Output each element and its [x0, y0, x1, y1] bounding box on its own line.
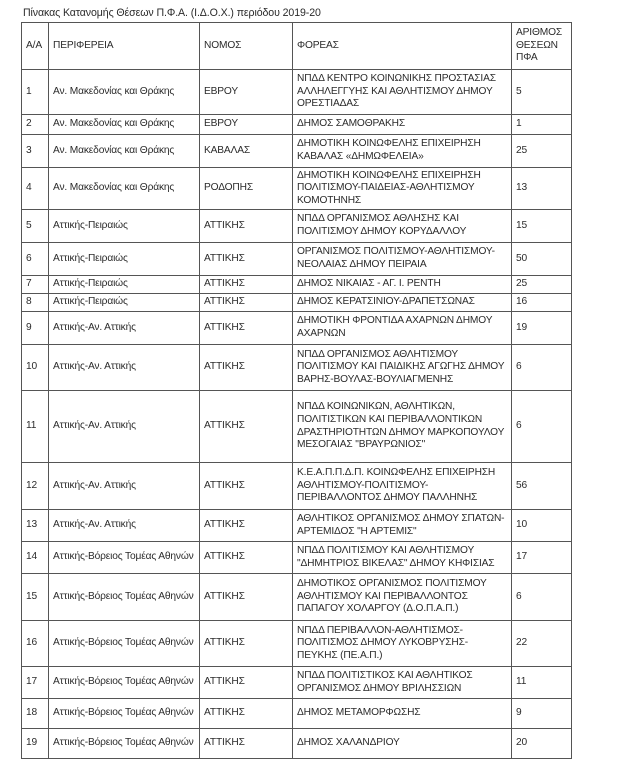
table-row [22, 574, 572, 621]
cell-nomos: ΑΤΤΙΚΗΣ [200, 243, 293, 276]
table-row [22, 699, 572, 729]
cell-theseis: 1 [512, 115, 572, 135]
cell-foreas: ΔΗΜΟΤΙΚΗ ΦΡΟΝΤΙΔΑ ΑΧΑΡΝΩΝ ΔΗΜΟΥ ΑΧΑΡΝΩΝ [293, 312, 512, 345]
cell-nomos: ΑΤΤΙΚΗΣ [200, 345, 293, 391]
table-row [22, 463, 572, 510]
cell-perifereia: Αττικής-Αν. Αττικής [49, 312, 200, 345]
cell-theseis: 16 [512, 294, 572, 312]
cell-aa: 17 [22, 667, 49, 699]
cell-nomos: ΑΤΤΙΚΗΣ [200, 542, 293, 574]
cell-aa: 9 [22, 312, 49, 345]
header-perifereia: ΠΕΡΙΦΕΡΕΙΑ [49, 23, 200, 70]
cell-aa: 19 [22, 729, 49, 759]
cell-foreas: ΔΗΜΟΤΙΚΗ ΚΟΙΝΩΦΕΛΗΣ ΕΠΙΧΕΙΡΗΣΗ ΚΑΒΑΛΑΣ «ΔΗΜΩΦΕΛΕΙΑ» [293, 135, 512, 168]
cell-perifereia: Αττικής-Αν. Αττικής [49, 510, 200, 542]
table-body [22, 70, 572, 759]
header-theseis: ΑΡΙΘΜΟΣ ΘΕΣΕΩΝ ΠΦΑ [512, 23, 572, 70]
cell-aa: 2 [22, 115, 49, 135]
cell-foreas: ΔΗΜΟΣ ΧΑΛΑΝΔΡΙΟΥ [293, 729, 512, 759]
cell-aa: 5 [22, 210, 49, 243]
table-row [22, 70, 572, 115]
cell-theseis: 6 [512, 391, 572, 463]
cell-nomos: ΑΤΤΙΚΗΣ [200, 729, 293, 759]
cell-aa: 11 [22, 391, 49, 463]
cell-theseis: 15 [512, 210, 572, 243]
cell-nomos: ΑΤΤΙΚΗΣ [200, 294, 293, 312]
cell-perifereia: Αν. Μακεδονίας και Θράκης [49, 135, 200, 168]
cell-theseis: 6 [512, 345, 572, 391]
table-row [22, 243, 572, 276]
cell-foreas: ΝΠΔΔ ΚΕΝΤΡΟ ΚΟΙΝΩΝΙΚΗΣ ΠΡΟΣΤΑΣΙΑΣ ΑΛΛΗΛΕΓΓΥΗΣ ΚΑΙ ΑΘΛΗΤΙΣΜΟΥ ΔΗΜΟΥ ΟΡΕΣΤΙΑΔΑΣ [293, 70, 512, 115]
cell-aa: 18 [22, 699, 49, 729]
cell-aa: 7 [22, 276, 49, 294]
cell-theseis: 11 [512, 667, 572, 699]
cell-perifereia: Αν. Μακεδονίας και Θράκης [49, 70, 200, 115]
cell-aa: 10 [22, 345, 49, 391]
table-row [22, 276, 572, 294]
cell-theseis: 25 [512, 135, 572, 168]
cell-perifereia: Αττικής-Αν. Αττικής [49, 463, 200, 510]
cell-perifereia: Αττικής-Αν. Αττικής [49, 391, 200, 463]
cell-foreas: ΔΗΜΟΤΙΚΟΣ ΟΡΓΑΝΙΣΜΟΣ ΠΟΛΙΤΙΣΜΟΥ ΑΘΛΗΤΙΣΜΟΥ ΚΑΙ ΠΕΡΙΒΑΛΛΟΝΤΟΣ ΠΑΠΑΓΟΥ ΧΟΛΑΡΓΟΥ (Δ.Ο.Π.Α.Π.) [293, 574, 512, 621]
table-row [22, 391, 572, 463]
cell-perifereia: Αττικής-Πειραιώς [49, 294, 200, 312]
cell-theseis: 19 [512, 312, 572, 345]
cell-nomos: ΡΟΔΟΠΗΣ [200, 168, 293, 210]
table-row [22, 135, 572, 168]
cell-perifereia: Αττικής-Βόρειος Τομέας Αθηνών [49, 542, 200, 574]
cell-nomos: ΑΤΤΙΚΗΣ [200, 463, 293, 510]
cell-nomos: ΕΒΡΟΥ [200, 115, 293, 135]
cell-foreas: ΝΠΔΔ ΟΡΓΑΝΙΣΜΟΣ ΑΘΛΗΤΙΣΜΟΥ ΠΟΛΙΤΙΣΜΟΥ ΚΑΙ ΠΑΙΔΙΚΗΣ ΑΓΩΓΗΣ ΔΗΜΟΥ ΒΑΡΗΣ-ΒΟΥΛΑΣ-ΒΟΥΛΙΑΓΜΕΝΗΣ [293, 345, 512, 391]
cell-perifereia: Αττικής-Βόρειος Τομέας Αθηνών [49, 667, 200, 699]
cell-nomos: ΑΤΤΙΚΗΣ [200, 621, 293, 667]
header-foreas: ΦΟΡΕΑΣ [293, 23, 512, 70]
cell-foreas: ΝΠΔΔ ΠΟΛΙΤΙΣΤΙΚΟΣ ΚΑΙ ΑΘΛΗΤΙΚΟΣ ΟΡΓΑΝΙΣΜΟΣ ΔΗΜΟΥ ΒΡΙΛΗΣΣΙΩΝ [293, 667, 512, 699]
cell-theseis: 9 [512, 699, 572, 729]
table-row [22, 542, 572, 574]
header-nomos: ΝΟΜΟΣ [200, 23, 293, 70]
cell-nomos: ΕΒΡΟΥ [200, 70, 293, 115]
cell-perifereia: Αττικής-Βόρειος Τομέας Αθηνών [49, 699, 200, 729]
cell-aa: 1 [22, 70, 49, 115]
header-aa: Α/Α [22, 23, 49, 70]
cell-perifereia: Αττικής-Βόρειος Τομέας Αθηνών [49, 729, 200, 759]
cell-aa: 12 [22, 463, 49, 510]
cell-nomos: ΑΤΤΙΚΗΣ [200, 312, 293, 345]
cell-theseis: 50 [512, 243, 572, 276]
cell-nomos: ΚΑΒΑΛΑΣ [200, 135, 293, 168]
cell-aa: 3 [22, 135, 49, 168]
table-row [22, 621, 572, 667]
cell-foreas: ΔΗΜΟΣ ΣΑΜΟΘΡΑΚΗΣ [293, 115, 512, 135]
cell-aa: 14 [22, 542, 49, 574]
table-row [22, 312, 572, 345]
cell-foreas: ΝΠΔΔ ΠΟΛΙΤΙΣΜΟΥ ΚΑΙ ΑΘΛΗΤΙΣΜΟΥ "ΔΗΜΗΤΡΙΟΣ ΒΙΚΕΛΑΣ" ΔΗΜΟΥ ΚΗΦΙΣΙΑΣ [293, 542, 512, 574]
cell-aa: 13 [22, 510, 49, 542]
cell-foreas: ΔΗΜΟΣ ΝΙΚΑΙΑΣ - ΑΓ. Ι. ΡΕΝΤΗ [293, 276, 512, 294]
cell-nomos: ΑΤΤΙΚΗΣ [200, 391, 293, 463]
cell-nomos: ΑΤΤΙΚΗΣ [200, 699, 293, 729]
table-row [22, 729, 572, 759]
cell-aa: 8 [22, 294, 49, 312]
cell-aa: 6 [22, 243, 49, 276]
table-row [22, 210, 572, 243]
cell-foreas: ΔΗΜΟΣ ΜΕΤΑΜΟΡΦΩΣΗΣ [293, 699, 512, 729]
cell-theseis: 56 [512, 463, 572, 510]
cell-theseis: 20 [512, 729, 572, 759]
cell-perifereia: Αττικής-Αν. Αττικής [49, 345, 200, 391]
cell-perifereia: Αν. Μακεδονίας και Θράκης [49, 168, 200, 210]
cell-theseis: 5 [512, 70, 572, 115]
cell-foreas: ΑΘΛΗΤΙΚΟΣ ΟΡΓΑΝΙΣΜΟΣ ΔΗΜΟΥ ΣΠΑΤΩΝ-ΑΡΤΕΜΙΔΟΣ "Η ΑΡΤΕΜΙΣ" [293, 510, 512, 542]
cell-perifereia: Αττικής-Βόρειος Τομέας Αθηνών [49, 621, 200, 667]
cell-theseis: 6 [512, 574, 572, 621]
cell-perifereia: Αττικής-Πειραιώς [49, 243, 200, 276]
cell-theseis: 13 [512, 168, 572, 210]
table-header-row [22, 23, 572, 70]
cell-perifereia: Αττικής-Πειραιώς [49, 210, 200, 243]
cell-foreas: ΝΠΔΔ ΚΟΙΝΩΝΙΚΩΝ, ΑΘΛΗΤΙΚΩΝ, ΠΟΛΙΤΙΣΤΙΚΩΝ ΚΑΙ ΠΕΡΙΒΑΛΛΟΝΤΙΚΩΝ ΔΡΑΣΤΗΡΙΟΤΗΤΩΝ ΔΗΜΟΥ ΜΑΡΚΟΠΟΥΛΟΥ ΜΕΣΟΓΑΙΑΣ "ΒΡΑΥΡΩΝΙΟΣ" [293, 391, 512, 463]
cell-nomos: ΑΤΤΙΚΗΣ [200, 210, 293, 243]
cell-nomos: ΑΤΤΙΚΗΣ [200, 667, 293, 699]
cell-theseis: 22 [512, 621, 572, 667]
cell-foreas: Κ.Ε.Α.Π.Π.Δ.Π. ΚΟΙΝΩΦΕΛΗΣ ΕΠΙΧΕΙΡΗΣΗ ΑΘΛΗΤΙΣΜΟΥ-ΠΟΛΙΤΙΣΜΟΥ-ΠΕΡΙΒΑΛΛΟΝΤΟΣ ΔΗΜΟΥ ΠΑΛΛΗΝΗΣ [293, 463, 512, 510]
cell-foreas: ΝΠΔΔ ΟΡΓΑΝΙΣΜΟΣ ΑΘΛΗΣΗΣ ΚΑΙ ΠΟΛΙΤΙΣΜΟΥ ΔΗΜΟΥ ΚΟΡΥΔΑΛΛΟΥ [293, 210, 512, 243]
cell-foreas: ΔΗΜΟΤΙΚΗ ΚΟΙΝΩΦΕΛΗΣ ΕΠΙΧΕΙΡΗΣΗ ΠΟΛΙΤΙΣΜΟΥ-ΠΑΙΔΕΙΑΣ-ΑΘΛΗΤΙΣΜΟΥ ΚΟΜΟΤΗΝΗΣ [293, 168, 512, 210]
cell-nomos: ΑΤΤΙΚΗΣ [200, 574, 293, 621]
table-row [22, 168, 572, 210]
cell-foreas: ΟΡΓΑΝΙΣΜΟΣ ΠΟΛΙΤΙΣΜΟΥ-ΑΘΛΗΤΙΣΜΟΥ-ΝΕΟΛΑΙΑΣ ΔΗΜΟΥ ΠΕΙΡΑΙΑ [293, 243, 512, 276]
allocation-table [21, 22, 572, 759]
table-row [22, 115, 572, 135]
cell-aa: 4 [22, 168, 49, 210]
table-row [22, 345, 572, 391]
table-row [22, 294, 572, 312]
table-row [22, 510, 572, 542]
cell-nomos: ΑΤΤΙΚΗΣ [200, 276, 293, 294]
cell-nomos: ΑΤΤΙΚΗΣ [200, 510, 293, 542]
document-title: Πίνακας Κατανομής Θέσεων Π.Φ.Α. (Ι.Δ.Ο.Χ.) περιόδου 2019-20 [23, 7, 321, 19]
cell-theseis: 10 [512, 510, 572, 542]
cell-theseis: 17 [512, 542, 572, 574]
cell-foreas: ΔΗΜΟΣ ΚΕΡΑΤΣΙΝΙΟΥ-ΔΡΑΠΕΤΣΩΝΑΣ [293, 294, 512, 312]
cell-aa: 16 [22, 621, 49, 667]
cell-theseis: 25 [512, 276, 572, 294]
cell-perifereia: Αττικής-Πειραιώς [49, 276, 200, 294]
cell-perifereia: Αττικής-Βόρειος Τομέας Αθηνών [49, 574, 200, 621]
cell-aa: 15 [22, 574, 49, 621]
cell-foreas: ΝΠΔΔ ΠΕΡΙΒΑΛΛΟΝ-ΑΘΛΗΤΙΣΜΟΣ-ΠΟΛΙΤΙΣΜΟΣ ΔΗΜΟΥ ΛΥΚΟΒΡΥΣΗΣ-ΠΕΥΚΗΣ (ΠΕ.Α.Π.) [293, 621, 512, 667]
table-row [22, 667, 572, 699]
cell-perifereia: Αν. Μακεδονίας και Θράκης [49, 115, 200, 135]
